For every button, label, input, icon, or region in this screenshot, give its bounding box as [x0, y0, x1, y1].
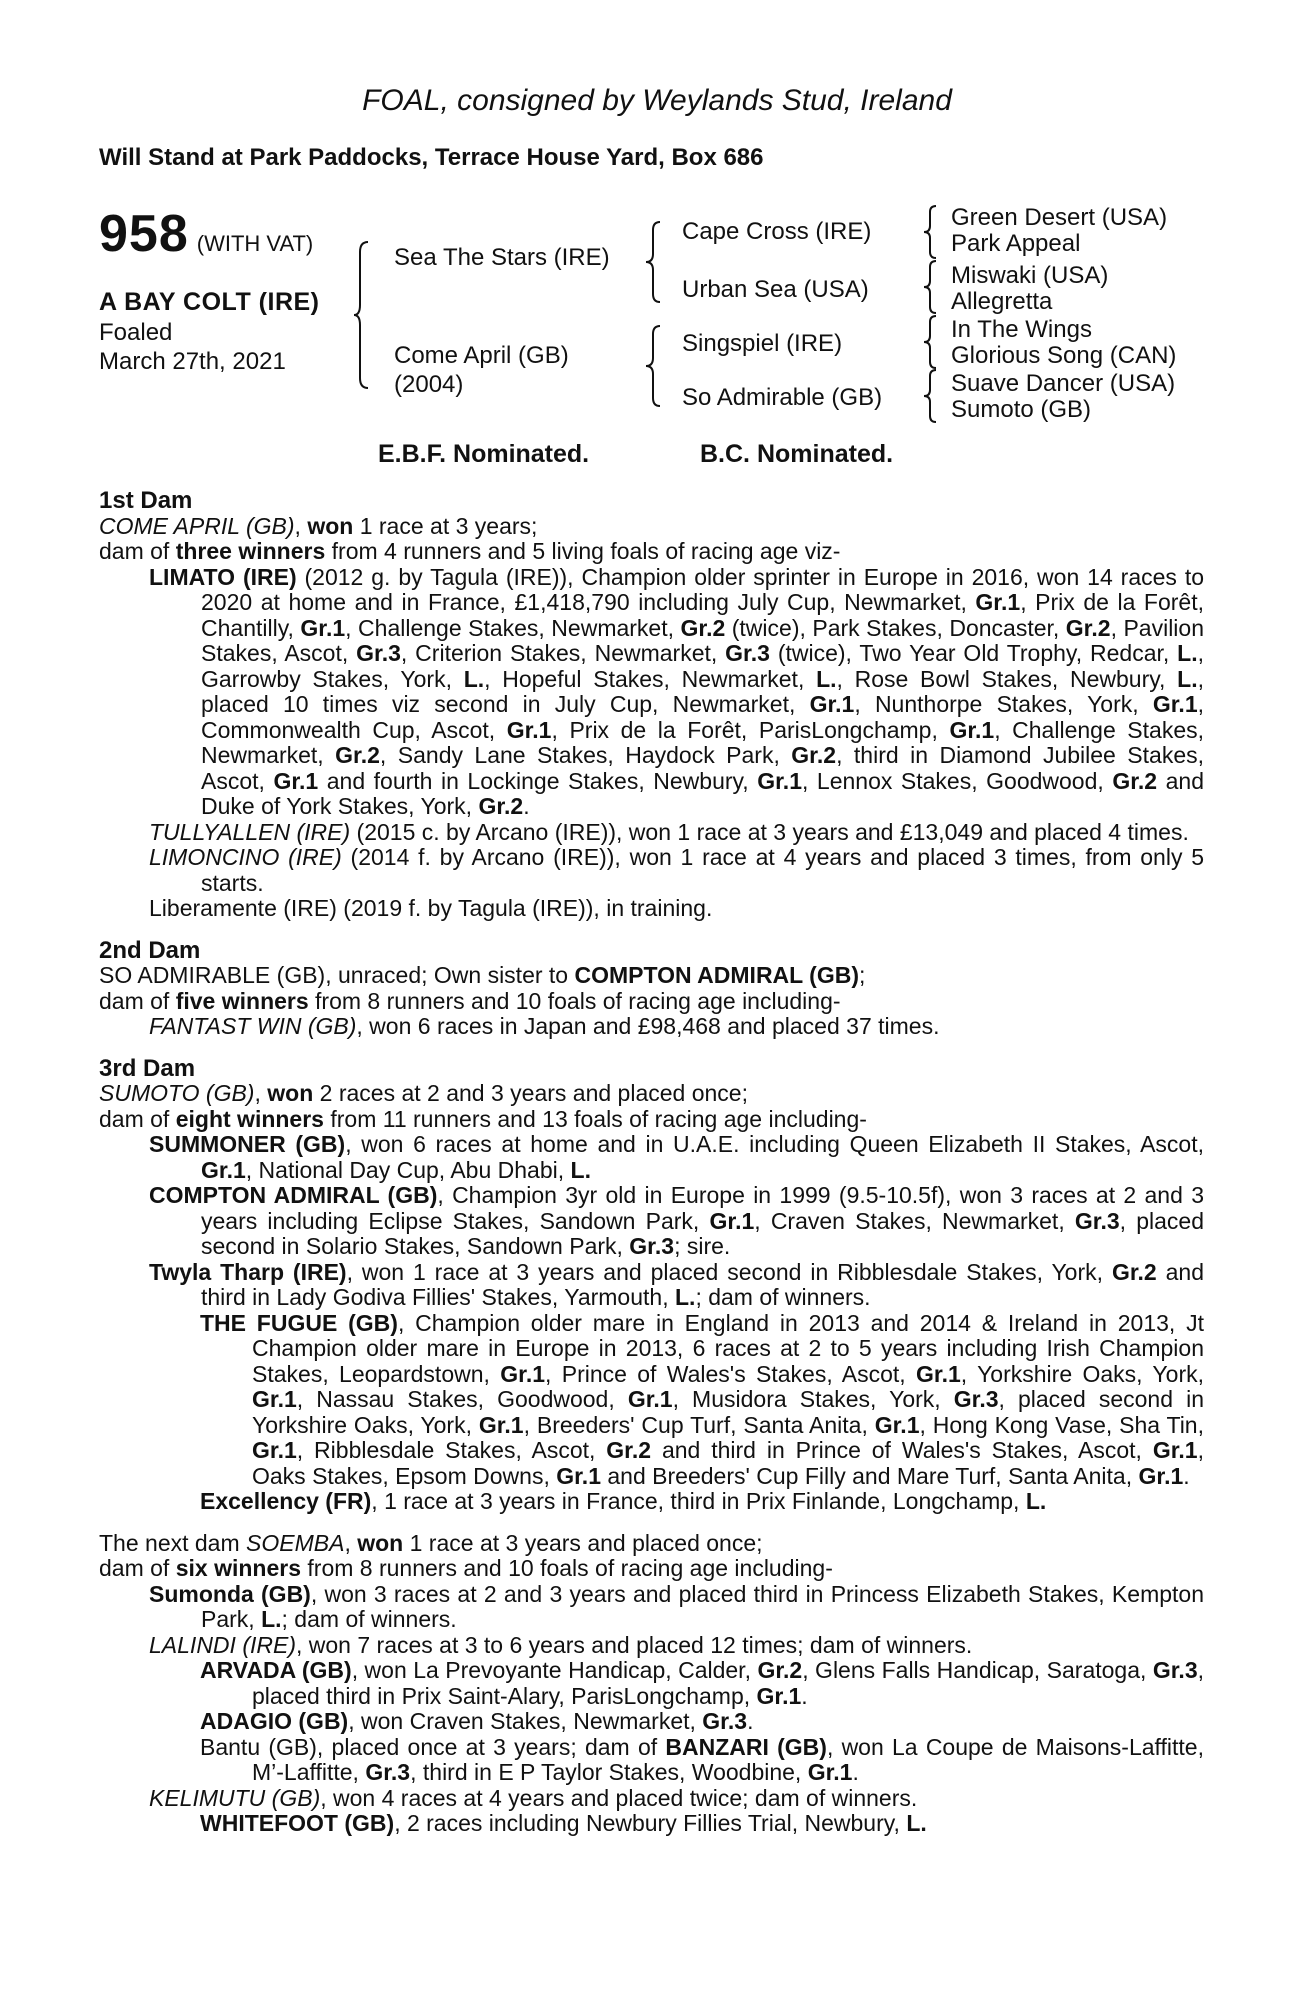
winners-count: five winners — [175, 987, 309, 1014]
text-run: . — [523, 793, 530, 819]
grade-label: Gr.1 — [709, 1207, 755, 1234]
text-run: , Rose Bowl Stakes, Newbury, — [836, 665, 1178, 692]
text-run: , 1 race at 3 years in France, third in Prix Finlande, Longchamp, — [371, 1488, 1026, 1514]
winners-count: eight winners — [175, 1105, 324, 1132]
listed-label: L. — [261, 1606, 282, 1632]
won-label: won — [267, 1080, 314, 1106]
text-run: , Yorkshire Oaks, York, — [960, 1360, 1204, 1387]
pedigree-notes — [99, 488, 1204, 1837]
text-run: , Lennox Stakes, Goodwood, — [802, 767, 1113, 794]
grade-label: Gr.1 — [1152, 1437, 1198, 1463]
text-run: , placed third in Prix Saint-Alary, ParisLongchamp, — [252, 1657, 1205, 1709]
text-run: , won 7 races at 3 to 6 years and placed 12 times; dam of winners. — [295, 1631, 973, 1658]
text-run: and fourth in Lockinge Stakes, Newbury, — [318, 767, 758, 794]
pedigree-dam-year: (2004) — [394, 371, 464, 398]
grade-label: Gr.1 — [500, 1360, 546, 1387]
pedigree-brace-dam — [646, 324, 668, 408]
grade-label: Gr.2 — [1065, 614, 1111, 641]
dam-name: SUMOTO (GB) — [99, 1080, 255, 1106]
text-run: , Ribblesdale Stakes, Ascot, — [296, 1437, 607, 1463]
pedigree-brace-g4 — [922, 368, 942, 424]
text-run: , placed 10 times viz second in July Cup, Newmarket, — [201, 665, 1204, 717]
next-dam-produce-line — [99, 1556, 1204, 1582]
pedigree-sire-sire: Cape Cross (IRE) — [682, 218, 872, 245]
text-run: and third in Prince of Wales's Stakes, Ascot, — [651, 1437, 1153, 1463]
grade-label: Gr.2 — [478, 793, 524, 819]
won-label: won — [357, 1529, 404, 1556]
grade-label: Gr.3 — [953, 1386, 999, 1412]
pedigree-g7: Suave Dancer (USA) — [951, 370, 1176, 397]
text-run: , third in Diamond Jubilee Stakes, Ascot, — [201, 742, 1205, 794]
horse-name: ARVADA (GB) — [200, 1657, 352, 1683]
produce-entry-limoncino — [99, 845, 1204, 896]
produce-entry-lalindi — [99, 1633, 1204, 1659]
text-run: and Duke of York Stakes, York, — [201, 767, 1204, 819]
text-run: , Breeders' Cup Turf, Santa Anita, — [523, 1411, 875, 1438]
text-run: (2014 f. by Arcano (IRE)), won 1 race at 4 years and placed 3 times, from only 5 starts. — [201, 844, 1205, 896]
pedigree-g5: In The Wings — [951, 316, 1092, 343]
grade-label: Gr.3 — [365, 1759, 411, 1785]
text-run: , won 3 races at 2 and 3 years and placed third in Princess Elizabeth Stakes, Kempton Park, — [201, 1580, 1204, 1632]
text-run: , placed second in Solario Stakes, Sandown Park, — [201, 1207, 1204, 1259]
pedigree-sire: Sea The Stars (IRE) — [394, 244, 610, 271]
text-run: , won 4 races at 4 years and placed twice; dam of winners. — [320, 1784, 918, 1811]
horse-name: ADAGIO (GB) — [200, 1708, 349, 1734]
produce-entry-excellency — [99, 1489, 1204, 1515]
text-run: 1 race at 3 years and placed once; — [403, 1529, 763, 1556]
text-run: , placed second in Yorkshire Oaks, York, — [252, 1386, 1204, 1438]
pedigree-brace-sire — [646, 220, 668, 304]
text-run: dam of — [99, 1555, 176, 1581]
text-run: , Prix de la Forêt, ParisLongchamp, — [551, 716, 950, 743]
text-run: , Craven Stakes, Newmarket, — [754, 1207, 1075, 1234]
horse-name: WHITEFOOT (GB) — [200, 1810, 395, 1836]
pedigree-brace-g3 — [922, 314, 942, 370]
dam-name: SOEMBA — [246, 1529, 345, 1556]
pedigree-sire-dam: Urban Sea (USA) — [682, 276, 869, 303]
second-dam-produce-line — [99, 989, 1204, 1015]
grade-label: Gr.1 — [627, 1386, 673, 1412]
listed-label: L. — [570, 1156, 591, 1183]
text-run: dam of — [99, 1105, 176, 1132]
grade-label: Gr.1 — [556, 1462, 601, 1489]
text-run: , National Day Cup, Abu Dhabi, — [245, 1156, 571, 1183]
third-dam-produce-line — [99, 1107, 1204, 1133]
next-dam-line — [99, 1531, 1204, 1557]
produce-entry-sumonda — [99, 1582, 1204, 1633]
text-run: , Challenge Stakes, Newmarket, — [345, 614, 681, 641]
text-run: , won La Coupe de Maisons-Laffitte, M’-Laffitte, — [252, 1733, 1204, 1785]
grade-label: Gr.1 — [478, 1411, 524, 1438]
text-run: , Prix de la Forêt, Chantilly, — [201, 589, 1205, 641]
horse-name: LIMATO (IRE) — [149, 563, 297, 590]
grade-label: Gr.2 — [680, 614, 726, 641]
listed-label: L. — [1177, 640, 1198, 666]
produce-entry-bantu — [99, 1735, 1204, 1786]
grade-label: Gr.1 — [1152, 691, 1198, 717]
produce-entry-whitefoot — [99, 1811, 1204, 1837]
text-run: , Champion older mare in England in 2013 and 2014 & Ireland in 2013, Jt Champion older mare in Europe in 2013, 6 races at 2 to 5 years including Irish Champion Stakes, Leopardstown, — [252, 1309, 1204, 1387]
pedigree-brace-main — [354, 240, 376, 390]
horse-name: Excellency (FR) — [200, 1488, 372, 1514]
text-run: (2012 g. by Tagula (IRE)), Champion older sprinter in Europe in 2016, won 14 races to 2020 at home and in France, £1,418,790 including July Cup, Newmarket, — [201, 563, 1204, 615]
text-run: , Sandy Lane Stakes, Haydock Park, — [379, 742, 792, 768]
horse-name: LALINDI (IRE) — [149, 1631, 296, 1658]
text-run: and Breeders' Cup Filly and Mare Turf, Santa Anita, — [601, 1462, 1139, 1489]
text-run: , won 6 races in Japan and £98,468 and placed 37 times. — [356, 1013, 940, 1039]
listed-label: L. — [463, 665, 485, 692]
pedigree-g4: Allegretta — [951, 288, 1053, 315]
pedigree-g8: Sumoto (GB) — [951, 396, 1092, 423]
grade-label: Gr.1 — [874, 1411, 920, 1438]
grade-label: Gr.3 — [356, 640, 401, 666]
text-run: , Prince of Wales's Stakes, Ascot, — [545, 1360, 917, 1387]
grade-label: Gr.1 — [300, 614, 346, 641]
produce-entry-tullyallen — [99, 820, 1204, 846]
pedigree-dam: Come April (GB) — [394, 342, 569, 369]
text-run: , Challenge Stakes, Newmarket, — [201, 716, 1205, 768]
produce-entry-liberamente: Liberamente (IRE) (2019 f. by Tagula (IRE)), in training. — [149, 895, 713, 921]
produce-entry-limato — [99, 565, 1204, 820]
listed-label: L. — [1177, 665, 1198, 692]
horse-name: SUMMONER (GB) — [149, 1131, 346, 1157]
text-run: , Criterion Stakes, Newmarket, — [400, 640, 726, 666]
text-run: , Oaks Stakes, Epsom Downs, — [252, 1437, 1204, 1489]
lot-number-line — [99, 204, 313, 264]
pedigree-g3: Miswaki (USA) — [951, 262, 1109, 289]
vat-note: (WITH VAT) — [196, 231, 314, 256]
grade-label: Gr.1 — [949, 716, 995, 743]
text-run: and third in Lady Godiva Fillies' Stakes, Yarmouth, — [201, 1258, 1204, 1310]
grade-label: Gr.1 — [756, 1682, 802, 1709]
grade-label: Gr.2 — [335, 742, 380, 768]
third-dam-heading: 3rd Dam — [99, 1054, 196, 1082]
pedigree-dam-sire: Singspiel (IRE) — [682, 330, 843, 357]
pedigree-brace-g1 — [922, 204, 942, 260]
grade-label: Gr.1 — [273, 767, 319, 794]
grade-label: Gr.3 — [629, 1233, 675, 1259]
text-run: ; sire. — [674, 1233, 731, 1259]
listed-label: L. — [1025, 1488, 1047, 1514]
pedigree-g1: Green Desert (USA) — [951, 204, 1168, 231]
third-dam-line: SUMOTO (GB), won 2 races at 2 and 3 years and placed once; — [99, 1080, 748, 1106]
horse-name: Sumonda (GB) — [149, 1580, 311, 1607]
produce-entry-fantast-win — [99, 1014, 1204, 1040]
text-run: SO ADMIRABLE (GB), unraced; Own sister to — [99, 962, 575, 988]
text-run: , 2 races including Newbury Fillies Trial, Newbury, — [394, 1810, 907, 1836]
pedigree-brace-g2 — [922, 259, 942, 315]
produce-entry-summoner — [99, 1132, 1204, 1183]
text-run: , Garrowby Stakes, York, — [201, 640, 1204, 692]
text-run: , Hopeful Stakes, Newmarket, — [484, 665, 817, 692]
grade-label: Gr.2 — [1111, 1258, 1157, 1285]
text-run: (twice), Two Year Old Trophy, Redcar, — [769, 640, 1178, 666]
text-run: ; — [859, 962, 866, 988]
won-label: won — [307, 512, 354, 539]
second-dam-line — [99, 963, 1204, 989]
listed-label: L. — [816, 665, 837, 692]
text-run: 1 race at 3 years; — [353, 512, 538, 539]
first-dam-produce-line — [99, 539, 1204, 565]
ebf-nomination: E.B.F. Nominated. — [378, 440, 590, 468]
text-run: from 11 runners and 13 foals of racing age including- — [323, 1105, 867, 1132]
lot-number: 958 — [99, 205, 189, 263]
pedigree-dam-dam: So Admirable (GB) — [682, 384, 883, 411]
dam-name: COME APRIL (GB) — [99, 512, 295, 539]
foaled-date: March 27th, 2021 — [99, 348, 286, 375]
grade-label: Gr.2 — [791, 742, 837, 768]
text-run: The next dam — [99, 1529, 247, 1556]
grade-label: Gr.1 — [252, 1437, 297, 1463]
text-run: , won La Prevoyante Handicap, Calder, — [351, 1657, 758, 1683]
listed-label: L. — [906, 1810, 927, 1836]
text-run: (twice), Park Stakes, Doncaster, — [725, 614, 1066, 641]
produce-entry-compton-admiral — [99, 1183, 1204, 1260]
text-run: , Nassau Stakes, Goodwood, — [296, 1386, 628, 1412]
text-run: (2015 c. by Arcano (IRE)), won 1 race at 3 years and £13,049 and placed 4 times. — [350, 818, 1189, 845]
text-run: 2 races at 2 and 3 years and placed once; — [313, 1080, 748, 1106]
grade-label: Gr.3 — [702, 1708, 748, 1734]
text-run: , won 6 races at home and in U.A.E. including Queen Elizabeth II Stakes, Ascot, — [345, 1131, 1204, 1157]
bc-nomination: B.C. Nominated. — [700, 440, 894, 468]
horse-name: COMPTON ADMIRAL (GB) — [574, 962, 860, 988]
grade-label: Gr.3 — [1074, 1207, 1120, 1234]
text-run: from 8 runners and 10 foals of racing age including- — [308, 987, 841, 1014]
consignment-line: FOAL, consigned by Weylands Stud, Ireland — [362, 84, 952, 117]
horse-name: COMPTON ADMIRAL (GB) — [149, 1182, 438, 1208]
produce-entry-adagio — [99, 1709, 1204, 1735]
text-run: from 4 runners and 5 living foals of racing age viz- — [325, 538, 841, 564]
grade-label: Gr.1 — [916, 1360, 961, 1387]
text-run: from 8 runners and 10 foals of racing age including- — [301, 1555, 833, 1581]
text-run: . — [747, 1708, 754, 1734]
text-run: , won Craven Stakes, Newmarket, — [348, 1708, 703, 1734]
lot-description: A BAY COLT (IRE) — [99, 288, 320, 316]
pedigree-g6: Glorious Song (CAN) — [951, 342, 1177, 369]
horse-name: FANTAST WIN (GB) — [149, 1013, 357, 1039]
winners-count: three winners — [175, 538, 326, 564]
text-run: , third in E P Taylor Stakes, Woodbine, — [410, 1759, 808, 1785]
text-run: dam of — [99, 538, 176, 564]
text-run: , Nunthorpe Stakes, York, — [854, 691, 1153, 717]
grade-label: Gr.2 — [757, 1657, 803, 1683]
text-run: , Musidora Stakes, York, — [672, 1386, 954, 1412]
grade-label: Gr.1 — [506, 716, 552, 743]
pedigree-g2: Park Appeal — [951, 230, 1081, 257]
grade-label: Gr.1 — [757, 767, 802, 794]
first-dam-line: COME APRIL (GB), won 1 race at 3 years; — [99, 512, 538, 539]
grade-label: Gr.1 — [975, 589, 1021, 615]
produce-entry-kelimutu — [99, 1786, 1204, 1812]
text-run: . — [801, 1682, 808, 1709]
grade-label: Gr.3 — [725, 640, 770, 666]
text-run: . — [852, 1759, 859, 1785]
listed-label: L. — [674, 1284, 696, 1310]
foaled-block — [99, 318, 286, 376]
stand-location: Will Stand at Park Paddocks, Terrace House Yard, Box 686 — [99, 144, 764, 171]
second-dam-heading: 2nd Dam — [99, 936, 201, 964]
grade-label: Gr.2 — [606, 1437, 652, 1463]
text-run: , Hong Kong Vase, Sha Tin, — [919, 1411, 1204, 1438]
text-run: , Pavilion Stakes, Ascot, — [201, 614, 1204, 666]
text-run: . — [1183, 1462, 1190, 1489]
horse-name: TULLYALLEN (IRE) — [149, 818, 351, 845]
text-run: , — [344, 1529, 351, 1556]
grade-label: Gr.1 — [809, 691, 855, 717]
produce-entry-arvada — [99, 1658, 1204, 1709]
text-run: Bantu (GB), placed once at 3 years; dam of — [200, 1733, 666, 1760]
grade-label: Gr.1 — [252, 1386, 297, 1412]
text-run: , won 1 race at 3 years and placed second in Ribblesdale Stakes, York, — [346, 1258, 1112, 1285]
text-run: ; dam of winners. — [695, 1284, 871, 1310]
grade-label: Gr.1 — [807, 1759, 853, 1785]
text-run: , Champion 3yr old in Europe in 1999 (9.5-10.5f), won 3 races at 2 and 3 years including Eclipse Stakes, Sandown Park, — [201, 1182, 1204, 1234]
grade-label: Gr.3 — [1152, 1657, 1198, 1683]
horse-name: THE FUGUE (GB) — [200, 1309, 398, 1336]
text-run: ; dam of winners. — [281, 1606, 457, 1632]
horse-name: Twyla Tharp (IRE) — [149, 1258, 347, 1285]
first-dam-heading: 1st Dam — [99, 487, 193, 514]
text-run: , Commonwealth Cup, Ascot, — [201, 691, 1205, 743]
grade-label: Gr.2 — [1112, 767, 1158, 794]
text-run: dam of — [99, 987, 176, 1014]
produce-entry-the-fugue — [99, 1311, 1204, 1490]
text-run: , Glens Falls Handicap, Saratoga, — [802, 1657, 1153, 1683]
horse-name: LIMONCINO (IRE) — [149, 844, 342, 870]
horse-name: KELIMUTU (GB) — [149, 1784, 321, 1811]
grade-label: Gr.1 — [201, 1156, 246, 1183]
foaled-label: Foaled — [99, 319, 173, 346]
winners-count: six winners — [175, 1555, 301, 1581]
produce-entry-twyla-tharp — [99, 1260, 1204, 1311]
grade-label: Gr.1 — [1138, 1462, 1184, 1489]
horse-name: BANZARI (GB) — [665, 1733, 827, 1760]
